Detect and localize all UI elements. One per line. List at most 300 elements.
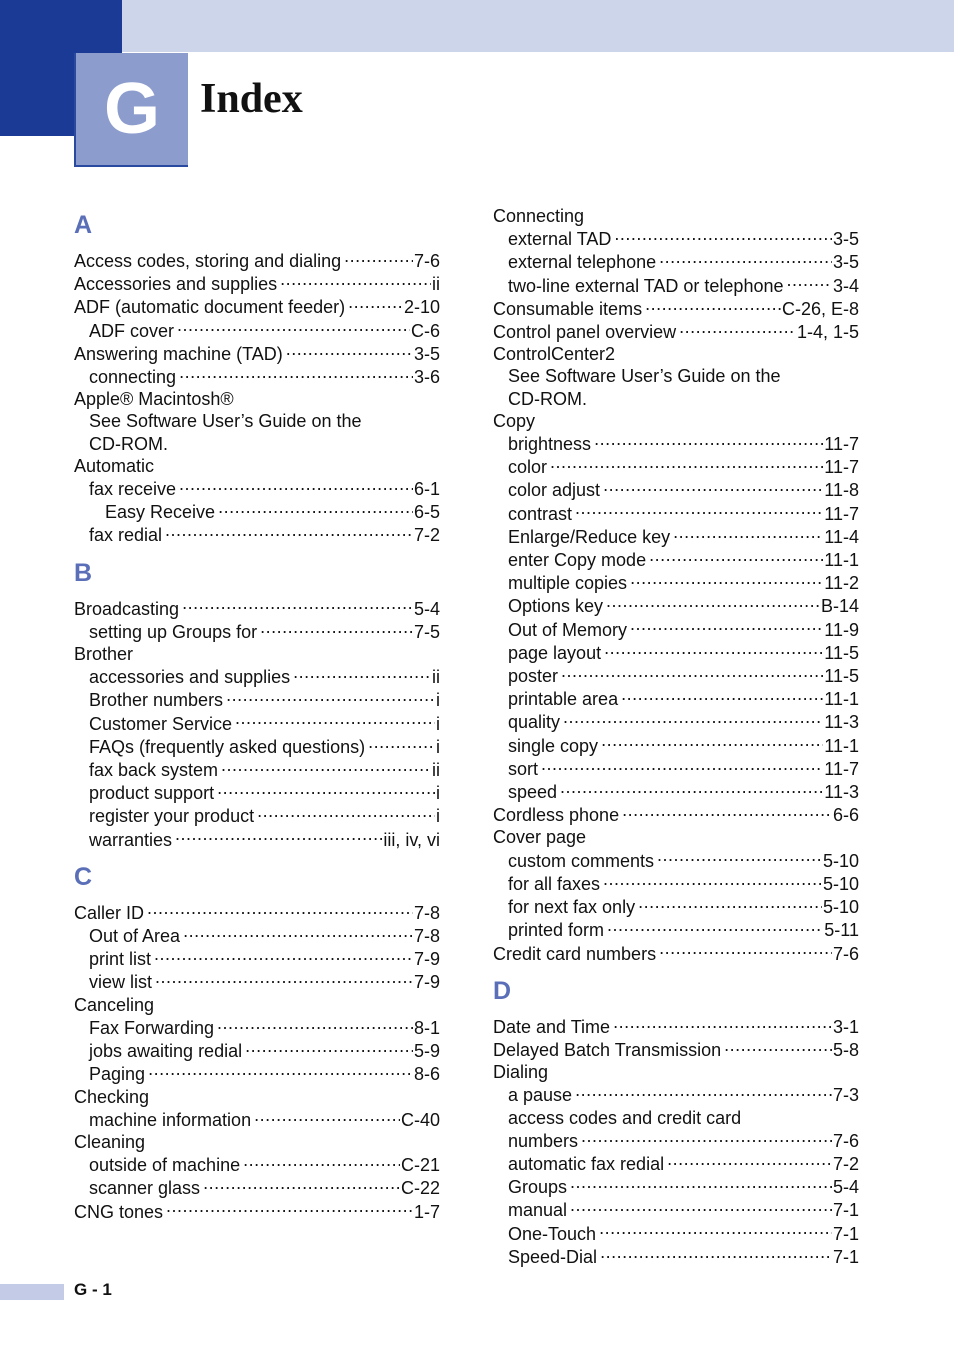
dot-leader [638, 895, 822, 913]
entry-page-ref: 5-4 [832, 1177, 859, 1198]
entry-page-ref: 11-5 [824, 642, 859, 663]
entry-page-ref: 5-9 [413, 1041, 440, 1062]
index-column-right [493, 205, 859, 1268]
entry-term: Out of Area [89, 926, 181, 947]
entry-page-ref: 6-5 [413, 502, 440, 523]
dot-leader [560, 780, 823, 798]
dot-leader [570, 1175, 832, 1193]
index-subentry [493, 1175, 859, 1198]
dot-leader [621, 687, 823, 705]
index-subentry [74, 828, 440, 851]
entry-term: a pause [508, 1085, 573, 1106]
dot-leader [622, 803, 832, 821]
entry-term: Caller ID [74, 902, 145, 923]
entry-term: contrast [508, 503, 573, 524]
entry-term: jobs awaiting redial [89, 1041, 243, 1062]
index-subentry [493, 687, 859, 710]
index-entry [74, 295, 440, 318]
index-subentry [493, 388, 859, 410]
entry-term: Out of Memory [508, 619, 628, 640]
dot-leader [221, 758, 431, 776]
dot-leader [649, 548, 823, 566]
entry-page-ref: 8-6 [413, 1064, 440, 1085]
entry-term: speed [508, 782, 558, 803]
entry-page-ref: 3-4 [832, 275, 859, 296]
entry-page-ref: 11-1 [824, 550, 859, 571]
entry-term: access codes and credit card [508, 1107, 742, 1128]
dot-leader [179, 477, 413, 495]
entry-term: printed form [508, 920, 605, 941]
index-entry [74, 1086, 440, 1108]
dot-leader [177, 319, 410, 337]
entry-term: register your product [89, 806, 255, 827]
index-subentry [74, 781, 440, 804]
entry-term: print list [89, 949, 152, 970]
entry-page-ref: C-40 [400, 1109, 440, 1130]
entry-page-ref: 7-1 [832, 1246, 859, 1267]
entry-term: view list [89, 972, 153, 993]
entry-page-ref: C-21 [400, 1155, 440, 1176]
entry-term: Answering machine (TAD) [74, 343, 283, 364]
entry-term: external telephone [508, 252, 657, 273]
dot-leader [630, 571, 823, 589]
index-subentry [493, 571, 859, 594]
index-entry [493, 205, 859, 227]
dot-leader [344, 249, 413, 267]
entry-page-ref: 11-1 [824, 689, 859, 710]
index-subentry [493, 274, 859, 297]
index-subentry [74, 947, 440, 970]
entry-term: machine information [89, 1109, 252, 1130]
entry-term: single copy [508, 735, 599, 756]
dot-leader [575, 1083, 832, 1101]
entry-page-ref: 7-9 [413, 972, 440, 993]
entry-page-ref: 6-6 [832, 805, 859, 826]
index-subentry [493, 641, 859, 664]
entry-term: quality [508, 712, 561, 733]
entry-page-ref: 11-3 [824, 712, 859, 733]
index-entry [74, 1131, 440, 1153]
dot-leader [154, 947, 413, 965]
index-subentry [74, 523, 440, 546]
dot-leader [260, 620, 413, 638]
entry-term: CD-ROM. [89, 433, 168, 454]
entry-page-ref: 5-4 [413, 598, 440, 619]
dot-leader [235, 712, 435, 730]
index-subentry [74, 735, 440, 758]
index-entry [74, 388, 440, 410]
index-column-left [74, 205, 440, 1223]
entry-term: Options key [508, 596, 604, 617]
dot-leader [667, 1152, 832, 1170]
dot-leader [630, 618, 823, 636]
index-subentry [493, 849, 859, 872]
dot-leader [563, 710, 823, 728]
dot-leader [594, 432, 823, 450]
entry-term: fax receive [89, 479, 177, 500]
entry-term: Automatic [74, 455, 155, 476]
dot-leader [217, 1016, 413, 1034]
index-subentry [74, 620, 440, 643]
entry-term: brightness [508, 434, 592, 455]
index-subentry [493, 780, 859, 803]
dot-leader [550, 455, 823, 473]
index-entry [74, 249, 440, 272]
entry-term: Credit card numbers [493, 943, 657, 964]
index-subentry [493, 455, 859, 478]
index-entry [493, 297, 859, 320]
entry-page-ref: 11-7 [824, 758, 859, 779]
dot-leader [155, 970, 413, 988]
index-subentry [74, 924, 440, 947]
entry-page-ref: 11-3 [824, 782, 859, 803]
index-entry [74, 643, 440, 665]
index-subentry [74, 477, 440, 500]
entry-term: Enlarge/Reduce key [508, 526, 671, 547]
dot-leader [148, 1062, 413, 1080]
entry-page-ref: i [436, 690, 440, 711]
entry-term: external TAD [508, 229, 612, 250]
entry-term: ADF cover [89, 320, 175, 341]
entry-page-ref: 7-8 [413, 926, 440, 947]
dot-leader [166, 1200, 413, 1218]
index-subentry [74, 1016, 440, 1039]
dot-leader [280, 272, 431, 290]
dot-leader [575, 502, 823, 520]
entry-term: Cleaning [74, 1131, 146, 1152]
dot-leader [147, 901, 413, 919]
entry-page-ref: 3-1 [832, 1016, 859, 1037]
entry-term: Dialing [493, 1062, 549, 1083]
index-subentry [493, 1245, 859, 1268]
entry-term: Delayed Batch Transmission [493, 1039, 722, 1060]
entry-page-ref: ii [432, 760, 440, 781]
entry-term: CNG tones [74, 1201, 164, 1222]
dot-leader [601, 734, 823, 752]
index-entry [493, 1015, 859, 1038]
entry-page-ref: i [436, 736, 440, 757]
entry-page-ref: 5-11 [824, 920, 859, 941]
dot-leader [243, 1153, 400, 1171]
index-subentry [493, 757, 859, 780]
entry-page-ref: C-26, E-8 [781, 298, 859, 319]
chapter-letter: G [103, 69, 160, 149]
index-entry [493, 343, 859, 365]
dot-leader [657, 849, 822, 867]
index-subentry [74, 319, 440, 342]
entry-page-ref: ii [432, 274, 440, 295]
entry-term: automatic fax redial [508, 1153, 665, 1174]
index-entry [493, 942, 859, 965]
entry-term: ADF (automatic document feeder) [74, 297, 346, 318]
entry-term: Customer Service [89, 713, 233, 734]
entry-term: Canceling [74, 994, 155, 1015]
entry-page-ref: i [436, 806, 440, 827]
entry-term: Checking [74, 1086, 150, 1107]
dot-leader [603, 872, 822, 890]
entry-term: printable area [508, 689, 619, 710]
index-entry [74, 1200, 440, 1223]
entry-page-ref: iii, iv, vi [383, 829, 440, 850]
entry-term: CD-ROM. [508, 388, 587, 409]
index-subentry [493, 895, 859, 918]
dot-leader [607, 918, 823, 936]
entry-term: Consumable items [493, 298, 643, 319]
entry-page-ref: 7-9 [413, 949, 440, 970]
entry-term: ControlCenter2 [493, 344, 616, 365]
entry-term: Cordless phone [493, 805, 620, 826]
dot-leader [613, 1015, 832, 1033]
entry-term: color [508, 457, 548, 478]
entry-page-ref: 2-10 [403, 297, 440, 318]
entry-term: Access codes, storing and dialing [74, 251, 342, 271]
entry-page-ref: 7-3 [832, 1085, 859, 1106]
dot-leader [645, 297, 781, 315]
entry-page-ref: 11-5 [824, 666, 859, 687]
entry-term: Connecting [493, 206, 585, 226]
entry-page-ref: 5-10 [822, 873, 859, 894]
entry-term: product support [89, 783, 215, 804]
index-subentry [493, 618, 859, 641]
index-subentry [493, 1129, 859, 1152]
entry-term: Paging [89, 1064, 146, 1085]
entry-page-ref: C-22 [400, 1178, 440, 1199]
entry-term: numbers [508, 1130, 579, 1151]
dot-leader [724, 1038, 832, 1056]
page-title: Index [200, 76, 303, 122]
index-entry [74, 901, 440, 924]
entry-term: manual [508, 1200, 568, 1221]
section-letter-heading: D [493, 976, 512, 1005]
entry-page-ref: 1-4, 1-5 [796, 322, 859, 343]
entry-term: Apple® Macintosh® [74, 389, 234, 410]
entry-page-ref: 8-1 [413, 1017, 440, 1038]
footer-bar [0, 1284, 64, 1300]
entry-page-ref: 3-5 [832, 252, 859, 273]
dot-leader [561, 664, 823, 682]
entry-term: fax redial [89, 525, 163, 546]
index-subentry [74, 1153, 440, 1176]
dot-leader [286, 342, 413, 360]
entry-page-ref: 5-10 [822, 850, 859, 871]
dot-leader [182, 597, 413, 615]
dot-leader [570, 1198, 832, 1216]
entry-term: custom comments [508, 850, 655, 871]
entry-page-ref: 7-1 [832, 1223, 859, 1244]
entry-page-ref: 11-2 [824, 573, 859, 594]
dot-leader [165, 523, 413, 541]
entry-term: FAQs (frequently asked questions) [89, 736, 366, 757]
index-subentry [493, 872, 859, 895]
entry-term: Brother numbers [89, 690, 224, 711]
entry-term: See Software User’s Guide on the [89, 411, 362, 432]
entry-term: Brother [74, 644, 134, 665]
index-subentry [493, 734, 859, 757]
entry-term: multiple copies [508, 573, 628, 594]
index-entry [74, 272, 440, 295]
entry-term: connecting [89, 367, 177, 388]
entry-page-ref: 7-5 [413, 621, 440, 642]
index-subentry [74, 688, 440, 711]
entry-term: Control panel overview [493, 322, 677, 343]
index-subentry [74, 410, 440, 432]
dot-leader [659, 250, 832, 268]
index-subentry [493, 502, 859, 525]
index-subentry [74, 665, 440, 688]
dot-leader [659, 942, 832, 960]
index-subentry [74, 365, 440, 388]
dot-leader [245, 1039, 413, 1057]
index-subentry [493, 365, 859, 387]
entry-page-ref: 11-8 [824, 480, 859, 501]
index-entry [493, 826, 859, 848]
entry-term: warranties [89, 829, 173, 850]
dot-leader [614, 227, 832, 245]
entry-page-ref: 5-8 [832, 1039, 859, 1060]
index-subentry [493, 1152, 859, 1175]
index-subentry [74, 1176, 440, 1199]
index-subentry [74, 1039, 440, 1062]
dot-leader [226, 688, 435, 706]
dot-leader [786, 274, 832, 292]
dot-leader [175, 828, 382, 846]
entry-term: See Software User’s Guide on the [508, 366, 781, 387]
index-subentry [493, 1198, 859, 1221]
index-entry [493, 320, 859, 343]
index-entry [74, 597, 440, 620]
entry-page-ref: 7-6 [832, 1130, 859, 1151]
index-subentry [493, 432, 859, 455]
dot-leader [581, 1129, 832, 1147]
entry-page-ref: 7-2 [832, 1153, 859, 1174]
entry-page-ref: 7-2 [413, 525, 440, 546]
entry-term: One-Touch [508, 1223, 597, 1244]
index-entry [493, 803, 859, 826]
entry-page-ref: 11-4 [824, 526, 859, 547]
dot-leader [679, 320, 796, 338]
entry-page-ref: 3-6 [413, 367, 440, 388]
index-entry [74, 994, 440, 1016]
dot-leader [254, 1108, 400, 1126]
index-subentry [74, 1062, 440, 1085]
entry-term: sort [508, 758, 539, 779]
entry-term: Easy Receive [105, 502, 216, 523]
entry-term: accessories and supplies [89, 667, 291, 688]
index-subentry [74, 804, 440, 827]
entry-term: outside of machine [89, 1155, 241, 1176]
index-entry [493, 1061, 859, 1083]
dot-leader [179, 365, 413, 383]
dot-leader [348, 295, 403, 313]
index-subentry [493, 918, 859, 941]
dot-leader [368, 735, 435, 753]
header-band [0, 0, 954, 52]
chapter-tab [74, 53, 188, 167]
entry-page-ref: B-14 [820, 596, 859, 617]
section-letter-heading: C [74, 862, 93, 891]
index-subentry [74, 712, 440, 735]
index-subentry [493, 250, 859, 273]
dot-leader [673, 525, 823, 543]
entry-term: poster [508, 666, 559, 687]
index-subentry [74, 970, 440, 993]
page-number: G - 1 [74, 1280, 112, 1299]
dot-leader [203, 1176, 400, 1194]
entry-term: page layout [508, 642, 602, 663]
index-subentry [493, 664, 859, 687]
index-subentry [493, 594, 859, 617]
index-subentry [74, 433, 440, 455]
entry-page-ref: i [436, 713, 440, 734]
dot-leader [257, 804, 435, 822]
dot-leader [293, 665, 431, 683]
entry-page-ref: 6-1 [413, 479, 440, 500]
entry-term: enter Copy mode [508, 550, 647, 571]
entry-term: Broadcasting [74, 598, 180, 619]
entry-page-ref: 11-7 [824, 434, 859, 455]
entry-page-ref: 11-9 [824, 619, 859, 640]
entry-page-ref: 1-7 [413, 1201, 440, 1222]
entry-term: color adjust [508, 480, 601, 501]
index-subentry [493, 710, 859, 733]
section-letter-heading: A [74, 211, 93, 239]
entry-term: Accessories and supplies [74, 274, 278, 295]
index-entry [74, 342, 440, 365]
entry-page-ref: C-6 [410, 320, 440, 341]
entry-term: Cover page [493, 827, 587, 848]
entry-page-ref: 11-7 [824, 457, 859, 478]
entry-page-ref: ii [432, 667, 440, 688]
section-letter-heading: B [74, 558, 93, 587]
entry-term: fax back system [89, 760, 219, 781]
entry-term: scanner glass [89, 1178, 201, 1199]
entry-term: Copy [493, 410, 536, 431]
entry-term: setting up Groups for [89, 621, 258, 642]
dot-leader [606, 594, 820, 612]
index-subentry [493, 1083, 859, 1106]
dot-leader [599, 1222, 832, 1240]
index-subentry [74, 758, 440, 781]
entry-page-ref: 7-6 [413, 251, 440, 271]
index-subentry [493, 548, 859, 571]
index-subentry [493, 1107, 859, 1129]
index-subentry [493, 525, 859, 548]
entry-term: Speed-Dial [508, 1246, 598, 1267]
index-entry [493, 410, 859, 432]
index-subentry [74, 500, 440, 523]
dot-leader [603, 478, 823, 496]
entry-page-ref: 7-8 [413, 902, 440, 923]
entry-page-ref: 7-6 [832, 943, 859, 964]
entry-term: for all faxes [508, 873, 601, 894]
entry-page-ref: 11-1 [824, 735, 859, 756]
index-entry [493, 1038, 859, 1061]
entry-term: Date and Time [493, 1016, 611, 1037]
index-entry [74, 455, 440, 477]
entry-term: Groups [508, 1177, 568, 1198]
entry-page-ref: 3-5 [413, 343, 440, 364]
entry-page-ref: 3-5 [832, 229, 859, 250]
entry-page-ref: 11-7 [824, 503, 859, 524]
dot-leader [541, 757, 823, 775]
entry-term: for next fax only [508, 897, 636, 918]
dot-leader [183, 924, 413, 942]
entry-page-ref: 5-10 [822, 897, 859, 918]
index-subentry [74, 1108, 440, 1131]
dot-leader [218, 500, 413, 518]
entry-term: Fax Forwarding [89, 1017, 215, 1038]
dot-leader [600, 1245, 832, 1263]
